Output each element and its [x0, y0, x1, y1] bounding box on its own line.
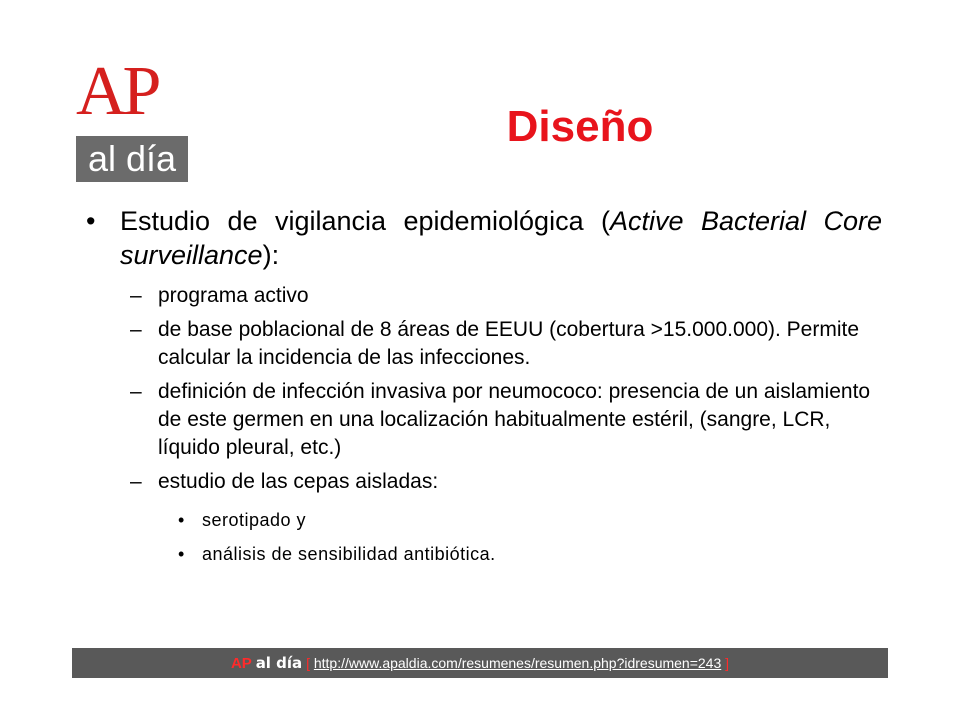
bullet-marker: •: [86, 206, 96, 236]
dash-marker: –: [130, 284, 142, 307]
sub-item-text: de base poblacional de 8 áreas de EEUU (cobertura >15.000.000). Permite calcular la incidencia de las infecciones.: [158, 318, 860, 369]
logo-ap-text: AP: [76, 53, 158, 130]
footer-open-bracket: [: [306, 655, 310, 671]
footer-close-bracket: ]: [725, 655, 730, 671]
sub-item-text: estudio de las cepas aisladas:: [158, 470, 439, 493]
apaldia-logo: [76, 53, 188, 182]
bullet-italic-text: Active Bacterial Core surveillance: [120, 206, 882, 270]
sub-sub-item: [86, 542, 882, 566]
footer-url-link[interactable]: http://www.apaldia.com/resumenes/resumen.php?idresumen=243: [313, 655, 722, 671]
sub-sub-item: [86, 508, 882, 532]
footer-ap: AP: [230, 655, 252, 672]
sub-item: [86, 378, 882, 462]
footer-aldia: al día: [255, 654, 303, 672]
sub-sub-item-text: análisis de sensibilidad antibiótica.: [202, 544, 496, 564]
dash-marker: –: [130, 470, 142, 493]
bullet-text-end: ):: [262, 240, 280, 270]
slide-content: [86, 204, 882, 576]
sub-sub-item-text: serotipado y: [202, 510, 307, 530]
bullet-marker: •: [178, 510, 185, 530]
bullet-text: Estudio de vigilancia epidemiológica (: [120, 206, 611, 236]
sub-item-text: definición de infección invasiva por neumococo: presencia de un aislamiento de este germen en una localización habitualmente estéril, (sangre, LCR, líquido pleural, etc.): [158, 380, 871, 459]
bullet-item: [86, 204, 882, 272]
footer-bar: [72, 648, 888, 678]
sub-item: [86, 282, 882, 310]
sub-item: [86, 468, 882, 496]
slide-title: Diseño: [506, 102, 654, 151]
dash-marker: –: [130, 380, 142, 403]
logo-aldia-box: al día: [76, 136, 188, 182]
bullet-marker: •: [178, 544, 185, 564]
sub-item: [86, 316, 882, 372]
dash-marker: –: [130, 318, 142, 341]
sub-item-text: programa activo: [158, 284, 309, 307]
